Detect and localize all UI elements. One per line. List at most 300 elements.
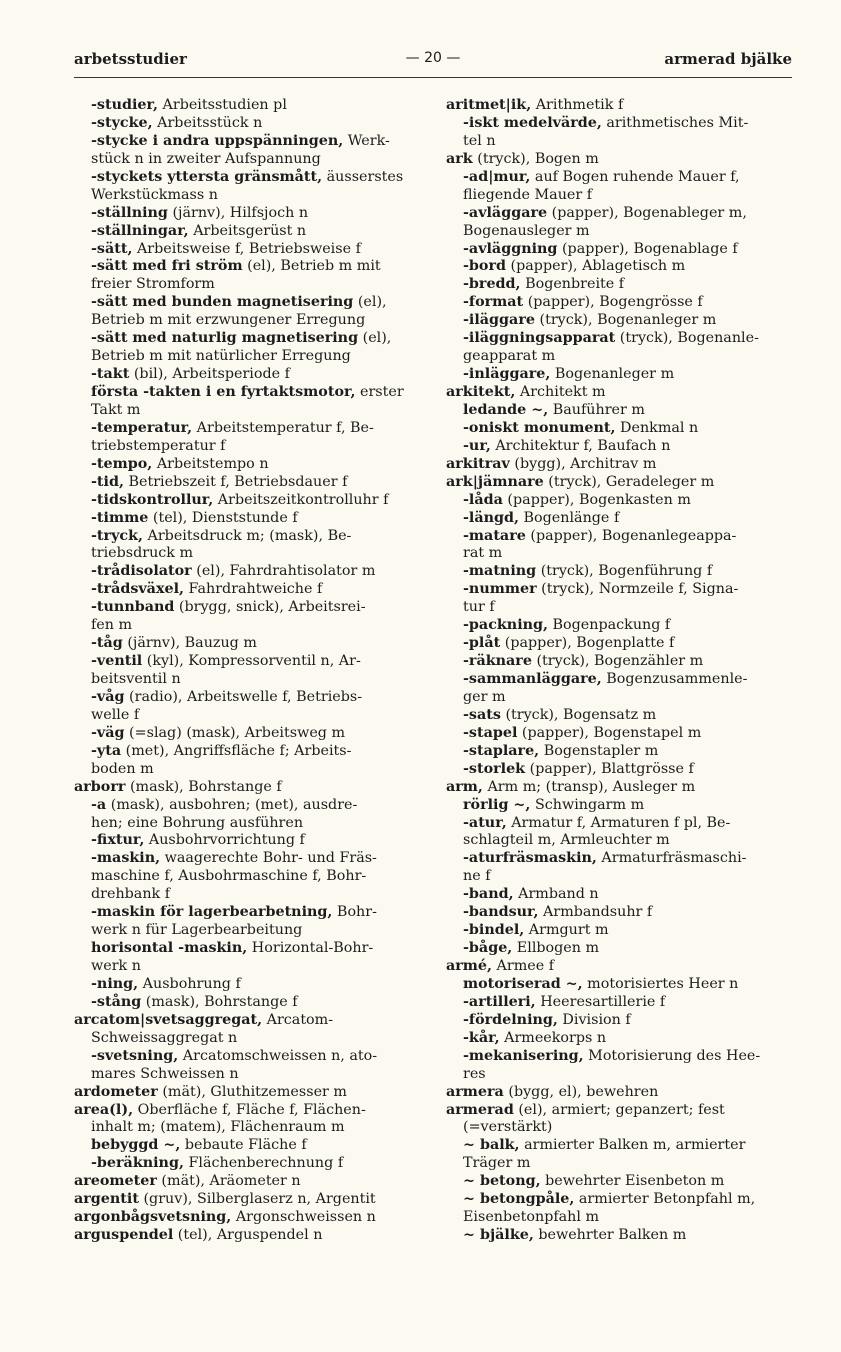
entry-headword: -sätt med bunden magnetisering	[91, 294, 354, 311]
entry-translation: Armee f	[492, 958, 555, 974]
dictionary-entry	[446, 940, 796, 958]
dictionary-entry	[446, 258, 796, 276]
entry-headword: -storlek	[463, 760, 526, 777]
dictionary-entry	[446, 617, 796, 635]
dictionary-entry	[74, 904, 424, 922]
dictionary-entry	[446, 976, 796, 994]
entry-translation: werk n für Lagerbearbeitung	[91, 922, 303, 939]
dictionary-entry	[446, 169, 796, 187]
entry-headword: -bord	[463, 258, 506, 275]
entry-headword: -inläggare,	[463, 366, 551, 383]
entry-translation: (kyl), Kompressorventil n, Ar-	[142, 653, 361, 670]
entry-translation: freier Stromform	[91, 276, 215, 293]
entry-translation: (bygg), Architrav m	[509, 455, 657, 472]
entry-continuation-line	[446, 1155, 796, 1173]
entry-headword: ~ betongpåle,	[463, 1191, 575, 1208]
entry-continuation-line	[446, 133, 796, 151]
dictionary-entry	[446, 1227, 796, 1245]
entry-continuation-line	[74, 707, 424, 725]
entry-continuation-line	[446, 868, 796, 886]
entry-translation: Oberfläche f, Fläche f, Flächen-	[133, 1101, 366, 1118]
entry-translation: maschine f, Ausbohrmaschine f, Bohr-	[91, 868, 367, 885]
entry-translation: mares Schweissen n	[91, 1065, 239, 1082]
entry-translation: tur f	[463, 599, 495, 616]
entry-headword: rörlig ~,	[463, 796, 531, 813]
entry-continuation-line	[74, 922, 424, 940]
entry-translation: Betriebszeit f, Betriebsdauer f	[123, 473, 348, 490]
entry-translation: armierter Betonpfahl m,	[574, 1191, 756, 1208]
dictionary-entry	[74, 940, 424, 958]
entry-headword: -packning,	[463, 617, 548, 634]
dictionary-entry	[74, 1191, 424, 1209]
dictionary-entry	[446, 312, 796, 330]
page-header	[74, 50, 792, 74]
dictionary-entry	[74, 223, 424, 241]
entry-translation: Bogenbreite f	[520, 276, 625, 293]
entry-continuation-line	[446, 832, 796, 850]
entry-translation: (papper), Bogenplatte f	[500, 635, 675, 652]
entry-translation: Armgurt m	[524, 922, 609, 939]
entry-headword: -iläggningsapparat	[463, 330, 616, 347]
entry-headword: -stång	[91, 993, 142, 1010]
entry-headword: -väg	[91, 724, 125, 741]
entry-headword: -beräkning,	[91, 1155, 184, 1172]
entry-translation: motorisiertes Heer n	[582, 975, 739, 992]
dictionary-entry	[74, 779, 424, 797]
entry-translation: erster	[355, 384, 404, 400]
dictionary-entry	[74, 1173, 424, 1191]
entry-translation: fliegende Mauer f	[463, 186, 593, 203]
dictionary-entry	[74, 581, 424, 599]
entry-headword: -nummer	[463, 581, 537, 598]
entry-headword: -svetsning,	[91, 1047, 179, 1064]
dictionary-entry	[446, 1030, 796, 1048]
entry-translation: (brygg, snick), Arbeitsrei-	[174, 599, 366, 616]
dictionary-entry	[74, 743, 424, 761]
dictionary-entry	[446, 151, 796, 169]
entry-headword: ~ balk,	[463, 1137, 520, 1154]
dictionary-entry	[446, 205, 796, 223]
entry-headword: area(l),	[74, 1101, 134, 1118]
dictionary-entry	[74, 241, 424, 259]
entry-translation: Architektur f, Baufach n	[490, 437, 671, 454]
entry-headword: -tryck,	[91, 527, 143, 544]
entry-translation: Werkstückmass n	[91, 186, 218, 203]
entry-headword: -atur,	[463, 814, 507, 831]
entry-headword: -takt	[91, 366, 130, 383]
entry-headword: -styckets yttersta gränsmått,	[91, 168, 323, 185]
dictionary-entry	[446, 1191, 796, 1209]
dictionary-entry	[74, 1084, 424, 1102]
entry-translation: (tel), Dienststunde f	[148, 509, 298, 526]
entry-headword: argonbågsvetsning,	[74, 1209, 232, 1226]
entry-headword: -tempo,	[91, 455, 153, 472]
entry-continuation-line	[74, 815, 424, 833]
dictionary-entry	[446, 420, 796, 438]
entry-headword: aritmet|ik,	[446, 97, 532, 113]
entry-headword: ledande ~,	[463, 401, 549, 418]
dictionary-entry	[446, 1048, 796, 1066]
entry-continuation-line	[74, 671, 424, 689]
entry-headword: ~ betong,	[463, 1173, 541, 1190]
entry-translation: Argonschweissen n	[231, 1209, 376, 1226]
entry-translation: Armbandsuhr f	[538, 904, 653, 921]
dictionary-entry	[446, 779, 796, 797]
entry-headword: bebyggd ~,	[91, 1137, 181, 1154]
dictionary-entry	[446, 1173, 796, 1191]
entry-translation: Arbeitsgerüst n	[188, 222, 307, 239]
entry-continuation-line	[74, 402, 424, 420]
entry-headword: -ventil	[91, 653, 143, 670]
dictionary-entry	[446, 1102, 796, 1120]
entry-translation: (mät), Gluthitzemesser m	[157, 1083, 347, 1100]
entry-translation: Flächenberechnung f	[183, 1155, 344, 1172]
entry-translation: inhalt m; (matem), Flächenraum m	[91, 1119, 345, 1136]
entry-translation: Bogenlänge f	[519, 509, 620, 526]
entry-translation: (mät), Aräometer n	[156, 1173, 301, 1190]
entry-continuation-line	[74, 868, 424, 886]
dictionary-entry	[446, 1137, 796, 1155]
entry-translation: ne f	[463, 868, 491, 885]
entry-headword: -timme	[91, 509, 149, 526]
entry-translation: (met), Angriffsfläche f; Arbeits-	[121, 742, 352, 759]
entry-translation: boden m	[91, 760, 154, 777]
entry-translation: (mask), Bohrstange f	[141, 993, 298, 1010]
entry-continuation-line	[446, 1119, 796, 1137]
entry-translation: Armeekorps n	[499, 1029, 607, 1046]
dictionary-entry	[446, 850, 796, 868]
entry-continuation-line	[446, 223, 796, 241]
entry-translation: stück n in zweiter Aufspannung	[91, 150, 321, 167]
entry-translation: arithmetisches Mit-	[601, 114, 749, 131]
entry-translation: bewehrter Balken m	[533, 1227, 687, 1244]
entry-headword: -matare	[463, 527, 526, 544]
entry-headword: -längd,	[463, 509, 519, 526]
dictionary-entry	[74, 420, 424, 438]
dictionary-entry	[74, 850, 424, 868]
dictionary-entry	[74, 1227, 424, 1245]
entry-continuation-line	[74, 438, 424, 456]
dictionary-entry	[74, 635, 424, 653]
dictionary-entry	[74, 384, 424, 402]
dictionary-entry	[74, 797, 424, 815]
entry-translation: Werk-	[343, 132, 390, 149]
entry-headword: argentit	[74, 1191, 139, 1208]
dictionary-entry	[446, 922, 796, 940]
entry-translation: Arithmetik f	[531, 97, 624, 113]
page-number: — 20 —	[405, 50, 461, 66]
entry-translation: Bogenanleger m	[550, 366, 675, 383]
dictionary-entry	[446, 474, 796, 492]
entry-continuation-line	[74, 617, 424, 635]
entry-continuation-line	[74, 1119, 424, 1137]
entry-headword: -iläggare	[463, 312, 535, 329]
dictionary-entry	[446, 815, 796, 833]
entry-continuation-line	[74, 761, 424, 779]
entry-translation: beitsventil n	[91, 671, 181, 687]
entry-translation: (tryck), Bogen m	[472, 150, 599, 167]
entry-translation: (gruv), Silberglaserz n, Argentit	[138, 1191, 376, 1208]
dictionary-entry	[74, 97, 424, 115]
entry-continuation-line	[74, 1030, 424, 1048]
entry-translation: (mask), Bohrstange f	[125, 778, 282, 795]
dictionary-entry	[446, 510, 796, 528]
entry-translation: Denkmal n	[615, 419, 699, 436]
dictionary-entry	[74, 653, 424, 671]
dictionary-entry	[446, 761, 796, 779]
dictionary-entry	[74, 1209, 424, 1227]
dictionary-entry	[74, 725, 424, 743]
dictionary-entry	[74, 294, 424, 312]
dictionary-entry	[74, 1012, 424, 1030]
entry-headword: -yta	[91, 742, 122, 759]
entry-headword: -oniskt monument,	[463, 419, 616, 436]
entry-headword: -sats	[463, 706, 501, 723]
entry-translation: (el), Fahrdrahtisolator m	[191, 563, 376, 580]
dictionary-entry	[446, 635, 796, 653]
entry-headword: arborr	[74, 778, 126, 795]
entry-headword: -ställningar,	[91, 222, 189, 239]
header-left-guide-word: arbetsstudier	[74, 50, 187, 68]
entry-headword: -avläggare	[463, 204, 548, 221]
entry-translation: (tel), Arguspendel n	[173, 1227, 323, 1244]
entry-headword: -räknare	[463, 653, 532, 670]
entry-headword: -a	[91, 796, 107, 813]
entry-headword: armerad	[446, 1101, 514, 1118]
entry-translation: (papper), Bogenkasten m	[502, 491, 691, 508]
entry-translation: Arbeitsstudien pl	[157, 97, 287, 113]
dictionary-entry	[446, 438, 796, 456]
entry-translation: Ellbogen m	[512, 940, 600, 957]
dictionary-entry	[446, 492, 796, 510]
entry-translation: drehbank f	[91, 886, 171, 903]
entry-continuation-line	[446, 689, 796, 707]
entry-translation: Bauführer m	[548, 401, 645, 418]
dictionary-entry	[74, 474, 424, 492]
entry-translation: (järnv), Hilfsjoch n	[167, 204, 309, 221]
dictionary-entry	[74, 976, 424, 994]
entry-translation: Motorisierung des Hee-	[583, 1047, 761, 1064]
entry-translation: Architekt m	[515, 384, 606, 400]
entry-translation: (papper), Blattgrösse f	[525, 760, 694, 777]
entry-headword: -studier,	[91, 97, 158, 113]
entry-translation: armierter Balken m, armierter	[519, 1137, 746, 1154]
entry-translation: (papper), Ablagetisch m	[506, 258, 686, 275]
entry-translation: (bygg, el), bewehren	[503, 1083, 659, 1100]
dictionary-entry	[74, 528, 424, 546]
entry-translation: Arbeitsdruck m; (mask), Be-	[142, 527, 352, 544]
entry-headword: motoriserad ~,	[463, 975, 583, 992]
entry-translation: bebaute Fläche f	[180, 1137, 307, 1154]
entry-headword: -ur,	[463, 437, 491, 454]
entry-headword: arkitrav	[446, 455, 510, 472]
entry-continuation-line	[74, 312, 424, 330]
dictionary-entry	[74, 994, 424, 1012]
entry-headword: -stycke i andra uppspänningen,	[91, 132, 344, 149]
entry-translation: Bogenstapler m	[539, 742, 659, 759]
entry-headword: -matning	[463, 563, 537, 580]
dictionary-entry	[446, 797, 796, 815]
dictionary-entry	[446, 958, 796, 976]
entry-translation: (tryck), Bogenanleger m	[534, 312, 717, 329]
entry-headword: -stapel	[463, 724, 518, 741]
entry-translation: (=verstärkt)	[463, 1119, 553, 1136]
entry-translation: (el),	[358, 330, 392, 347]
dictionary-entry	[446, 402, 796, 420]
dictionary-entry	[446, 384, 796, 402]
entry-translation: geapparat m	[463, 348, 556, 365]
entry-translation: Arcatom-	[262, 1011, 334, 1028]
entry-headword: -ad|mur,	[463, 168, 531, 185]
dictionary-entry	[74, 563, 424, 581]
entry-translation: (papper), Bogengrösse f	[523, 294, 703, 311]
entry-translation: (papper), Bogenstapel m	[517, 724, 702, 741]
entry-continuation-line	[446, 348, 796, 366]
entry-translation: (el),	[353, 294, 387, 311]
entry-headword: -bindel,	[463, 922, 525, 939]
entry-headword: -båge,	[463, 940, 513, 957]
entry-continuation-line	[74, 886, 424, 904]
entry-headword: -maskin för lagerbearbetning,	[91, 904, 333, 921]
entry-translation: Armaturfräsmaschi-	[596, 850, 747, 867]
entry-translation: Arbeitstempo n	[152, 455, 269, 472]
entry-headword: -staplare,	[463, 742, 540, 759]
entry-translation: (papper), Bogenableger m,	[547, 204, 747, 221]
header-right-guide-word: armerad bjälke	[664, 50, 792, 68]
dictionary-entry	[74, 510, 424, 528]
entry-continuation-line	[446, 599, 796, 617]
entry-headword: -format	[463, 294, 524, 311]
entry-translation: äusserstes	[322, 168, 404, 185]
dictionary-entry	[74, 689, 424, 707]
entry-translation: bewehrter Eisenbeton m	[540, 1173, 725, 1190]
entry-headword: -ställning	[91, 204, 168, 221]
entry-translation: Division f	[557, 1011, 631, 1028]
entry-continuation-line	[446, 1209, 796, 1227]
dictionary-entry	[446, 241, 796, 259]
dictionary-entry	[74, 258, 424, 276]
dictionary-entry	[74, 1102, 424, 1120]
entry-translation: Heeresartillerie f	[535, 993, 666, 1010]
entry-headword: -fixtur,	[91, 832, 145, 849]
entry-translation: Arbeitszeitkontrolluhr f	[213, 491, 389, 508]
entry-continuation-line	[74, 958, 424, 976]
entry-continuation-line	[74, 348, 424, 366]
entry-continuation-line	[446, 545, 796, 563]
entry-translation: (=slag) (mask), Arbeitsweg m	[124, 724, 346, 741]
dictionary-entry	[74, 115, 424, 133]
entry-translation: (radio), Arbeitswelle f, Betriebs-	[124, 688, 363, 705]
entry-translation: Eisenbetonpfahl m	[463, 1209, 600, 1226]
entry-headword: ardometer	[74, 1083, 158, 1100]
entry-translation: werk n	[91, 958, 141, 974]
entry-headword: -trådisolator	[91, 563, 192, 580]
entry-translation: (tryck), Bogenführung f	[536, 563, 713, 580]
entry-translation: Betrieb m mit natürlicher Erregung	[91, 348, 351, 365]
entry-continuation-line	[74, 187, 424, 205]
entry-translation: Arbeitstemperatur f, Be-	[192, 419, 374, 436]
entry-translation: tel n	[463, 132, 496, 149]
entry-translation: Ausbohrvorrichtung f	[144, 832, 305, 849]
dictionary-entry	[74, 1048, 424, 1066]
entry-translation: (el), armiert; gepanzert; fest	[513, 1101, 725, 1118]
entry-headword: -våg	[91, 688, 125, 705]
entry-headword: -plåt	[463, 635, 501, 652]
entry-translation: Arbeitsstück n	[152, 114, 263, 131]
entry-headword: -tidskontrollur,	[91, 491, 214, 508]
entry-translation: (tryck), Bogensatz m	[500, 706, 657, 723]
entry-headword: -tåg	[91, 635, 123, 652]
dictionary-entry	[74, 832, 424, 850]
entry-translation: (tryck), Bogenanle-	[615, 330, 759, 347]
dictionary-entry	[446, 1012, 796, 1030]
entry-headword: -bandsur,	[463, 904, 539, 921]
dictionary-entry	[446, 581, 796, 599]
entry-translation: Armband n	[513, 886, 599, 903]
entry-headword: -ning,	[91, 975, 139, 992]
entry-continuation-line	[446, 187, 796, 205]
dictionary-entry	[446, 904, 796, 922]
entry-headword: -trådsväxel,	[91, 581, 184, 598]
entry-headword: -band,	[463, 886, 514, 903]
dictionary-entry	[74, 492, 424, 510]
dictionary-entry	[74, 133, 424, 151]
dictionary-entry	[74, 330, 424, 348]
entry-headword: -sätt med naturlig magnetisering	[91, 330, 359, 347]
header-rule	[74, 77, 792, 78]
dictionary-entry	[74, 599, 424, 617]
entry-translation: Arcatomschweissen n, ato-	[178, 1047, 378, 1064]
dictionary-entry	[446, 563, 796, 581]
entry-continuation-line	[74, 276, 424, 294]
entry-translation: ger m	[463, 688, 506, 705]
entry-translation: Ausbohrung f	[138, 975, 241, 992]
entry-translation: waagerechte Bohr- und Fräs-	[160, 850, 377, 867]
entry-headword: ark	[446, 150, 473, 167]
entry-headword: -tid,	[91, 473, 124, 490]
entry-translation: schlagteil m, Armleuchter m	[463, 832, 670, 849]
entry-translation: (papper), Bogenablage f	[557, 240, 738, 257]
entry-headword: första -takten i en fyrtaktsmotor,	[91, 384, 356, 400]
entry-translation: fen m	[91, 617, 133, 634]
entry-headword: -fördelning,	[463, 1011, 558, 1028]
entry-translation: triebstemperatur f	[91, 437, 226, 454]
entry-translation: Betrieb m mit erzwungener Erregung	[91, 312, 366, 329]
dictionary-entry	[446, 115, 796, 133]
entry-headword: -kår,	[463, 1029, 500, 1046]
dictionary-entry	[446, 97, 796, 115]
entry-headword: -bredd,	[463, 276, 521, 293]
dictionary-entry	[446, 994, 796, 1012]
dictionary-entry	[446, 671, 796, 689]
entry-translation: res	[463, 1065, 486, 1082]
entry-translation: Armatur f, Armaturen f pl, Be-	[506, 814, 731, 831]
entry-translation: welle f	[91, 706, 140, 723]
entry-headword: ~ bjälke,	[463, 1227, 534, 1244]
entry-translation: auf Bogen ruhende Mauer f,	[530, 168, 740, 185]
dictionary-entry	[446, 886, 796, 904]
entry-translation: Arbeitsweise f, Betriebsweise f	[132, 240, 361, 257]
entry-translation: Träger m	[463, 1155, 531, 1172]
dictionary-entry	[446, 330, 796, 348]
entry-headword: armé,	[446, 958, 492, 974]
entry-headword: -sätt med fri ström	[91, 258, 243, 275]
entry-translation: rat m	[463, 545, 503, 562]
dictionary-entry	[446, 653, 796, 671]
entry-translation: Schweissaggregat n	[91, 1029, 238, 1046]
entry-continuation-line	[74, 151, 424, 169]
entry-translation: triebsdruck m	[91, 545, 194, 562]
